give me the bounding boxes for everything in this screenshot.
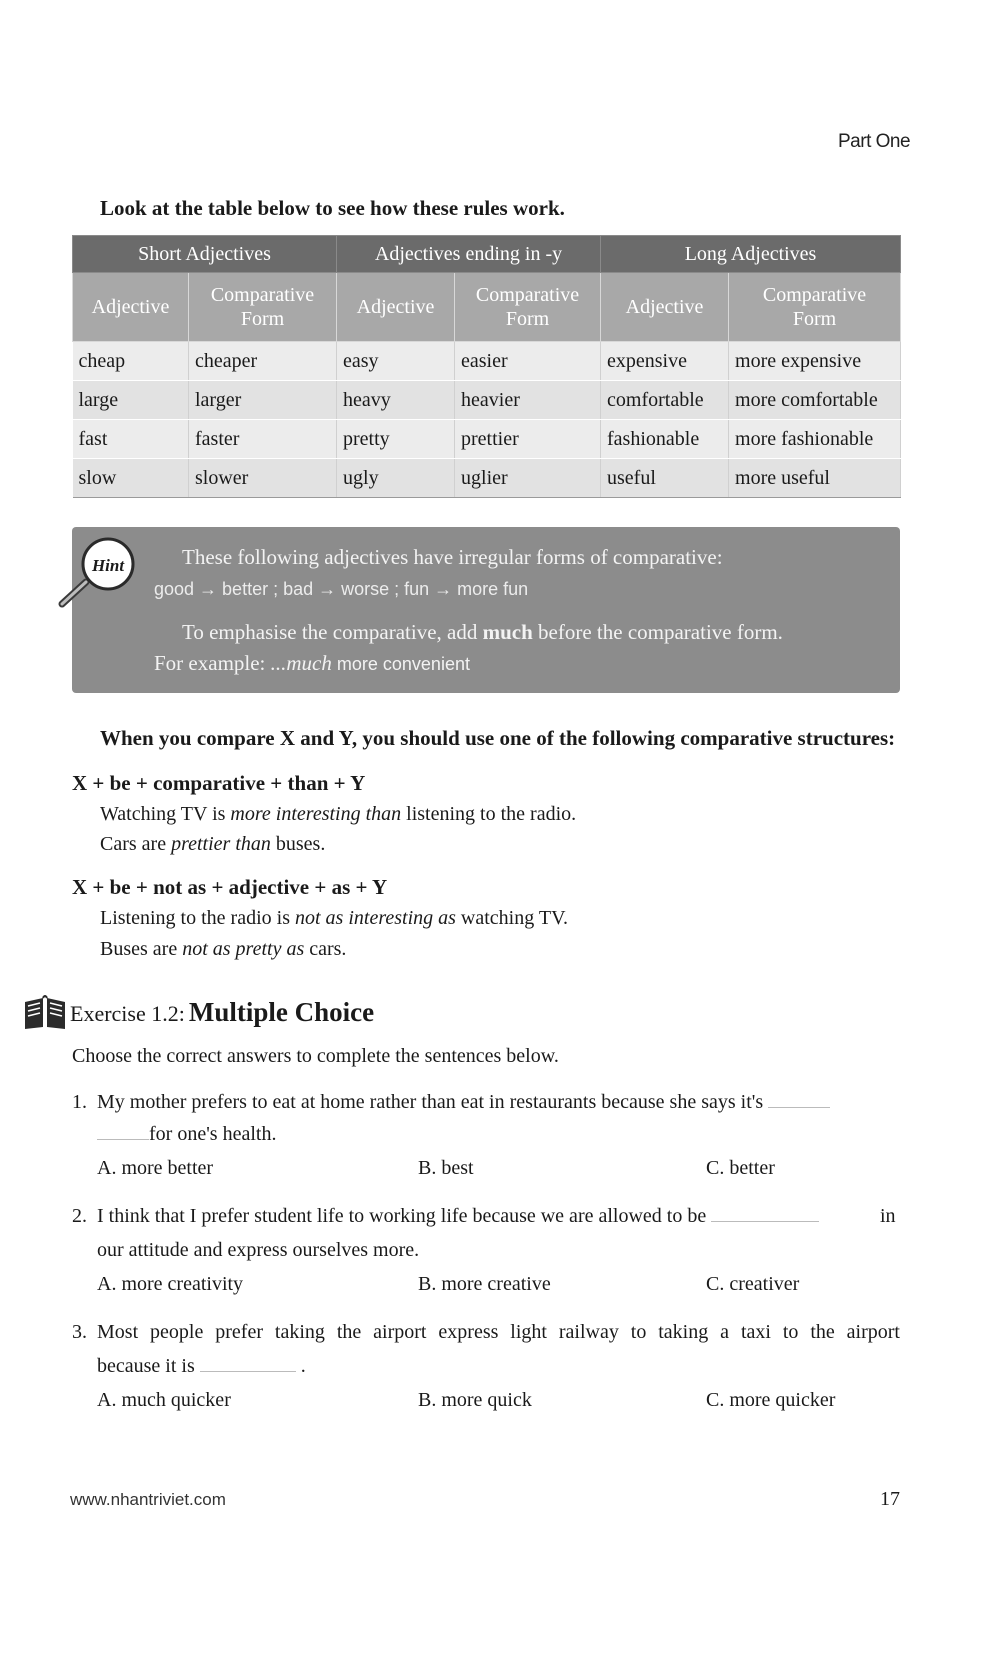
table-cell: expensive (601, 342, 729, 381)
col-adjective: Adjective (337, 273, 455, 342)
hint-irregular-forms: good → better ; bad → worse ; fun → more fun (154, 579, 529, 599)
table-cell: slow (73, 459, 189, 498)
footer-website-url: www.nhantriviet.com (70, 1490, 226, 1509)
question-text-continued: our attitude and express ourselves more. (97, 1239, 420, 1261)
table-cell: ugly (337, 459, 455, 498)
example-sentence: Listening to the radio is not as interesting as watching TV. (100, 907, 568, 929)
example-sentence: Buses are not as pretty as cars. (100, 938, 347, 960)
question-text-continued: because it is . (97, 1355, 306, 1377)
question-text-end: in (880, 1205, 896, 1227)
table-cell: prettier (455, 420, 601, 459)
table-cell: cheap (73, 342, 189, 381)
table-cell: useful (601, 459, 729, 498)
table-subheader-row (73, 273, 901, 342)
hint-magnifier-icon (56, 534, 146, 614)
table-cell: fast (73, 420, 189, 459)
table-cell: larger (189, 381, 337, 420)
table-cell: faster (189, 420, 337, 459)
question-number: 2. (72, 1205, 87, 1227)
col-comparative-form: Comparative Form (455, 273, 601, 342)
structures-intro: When you compare X and Y, you should use one of the following comparative structures: (100, 726, 896, 750)
answer-blank (768, 1107, 830, 1108)
exercise-title: Exercise 1.2: Multiple Choice (70, 997, 375, 1027)
table-intro: Look at the table below to see how these rules work. (100, 196, 565, 220)
table-cell: large (73, 381, 189, 420)
option-a[interactable]: A. more creativity (97, 1273, 244, 1295)
question-text: My mother prefers to eat at home rather than eat in restaurants because she says it's (97, 1091, 830, 1114)
col-adjective: Adjective (73, 273, 189, 342)
open-book-icon (22, 994, 68, 1030)
table-row (73, 459, 901, 498)
question-text-continued: for one's health. (97, 1123, 276, 1146)
hint-icon-label: Hint (91, 556, 125, 575)
hint-emphasis-example: For example: ...much more convenient (154, 651, 470, 675)
table-cell: cheaper (189, 342, 337, 381)
option-c[interactable]: C. better (706, 1157, 775, 1179)
table-cell: more expensive (729, 342, 901, 381)
table-cell: comfortable (601, 381, 729, 420)
question-number: 1. (72, 1091, 87, 1113)
table-cell: easier (455, 342, 601, 381)
group-long-adjectives: Long Adjectives (601, 236, 901, 273)
table-cell: more useful (729, 459, 901, 498)
question-text: I think that I prefer student life to working life because we are allowed to be (97, 1205, 819, 1228)
table-cell: slower (189, 459, 337, 498)
option-b[interactable]: B. more creative (418, 1273, 551, 1295)
table-cell: more fashionable (729, 420, 901, 459)
structure-not-as-as: X + be + not as + adjective + as + Y (72, 875, 388, 899)
table-cell: more comfortable (729, 381, 901, 420)
table-cell: heavier (455, 381, 601, 420)
option-c[interactable]: C. creativer (706, 1273, 800, 1295)
example-sentence: Watching TV is more interesting than listening to the radio. (100, 803, 577, 825)
hint-emphasis-rule: To emphasise the comparative, add much before the comparative form. (182, 620, 783, 644)
hint-box (72, 527, 900, 693)
part-header: Part One (838, 131, 911, 152)
option-b[interactable]: B. more quick (418, 1389, 532, 1411)
example-sentence: Cars are prettier than buses. (100, 833, 326, 855)
table-cell: fashionable (601, 420, 729, 459)
table-cell: heavy (337, 381, 455, 420)
option-b[interactable]: B. best (418, 1157, 474, 1179)
option-c[interactable]: C. more quicker (706, 1389, 836, 1411)
question-number: 3. (72, 1321, 87, 1343)
table-cell: uglier (455, 459, 601, 498)
hint-irregular-intro: These following adjectives have irregular forms of comparative: (182, 545, 723, 569)
question-text: Most people prefer taking the airport express light railway to taking a taxi to the airport (97, 1321, 900, 1343)
table-row (73, 381, 901, 420)
table-row (73, 420, 901, 459)
answer-blank (711, 1221, 819, 1222)
answer-blank (97, 1139, 149, 1140)
col-comparative-form: Comparative Form (729, 273, 901, 342)
exercise-instruction: Choose the correct answers to complete the sentences below. (72, 1045, 559, 1067)
group-adjectives-ending-y: Adjectives ending in -y (337, 236, 601, 273)
option-a[interactable]: A. much quicker (97, 1389, 231, 1411)
page-number: 17 (880, 1488, 900, 1510)
answer-blank (200, 1371, 296, 1372)
table-cell: easy (337, 342, 455, 381)
option-a[interactable]: A. more better (97, 1157, 214, 1179)
comparison-table (72, 235, 901, 498)
col-comparative-form: Comparative Form (189, 273, 337, 342)
group-short-adjectives: Short Adjectives (73, 236, 337, 273)
table-cell: pretty (337, 420, 455, 459)
table-group-header-row (73, 236, 901, 273)
col-adjective: Adjective (601, 273, 729, 342)
structure-comparative-than: X + be + comparative + than + Y (72, 771, 366, 795)
table-row (73, 342, 901, 381)
